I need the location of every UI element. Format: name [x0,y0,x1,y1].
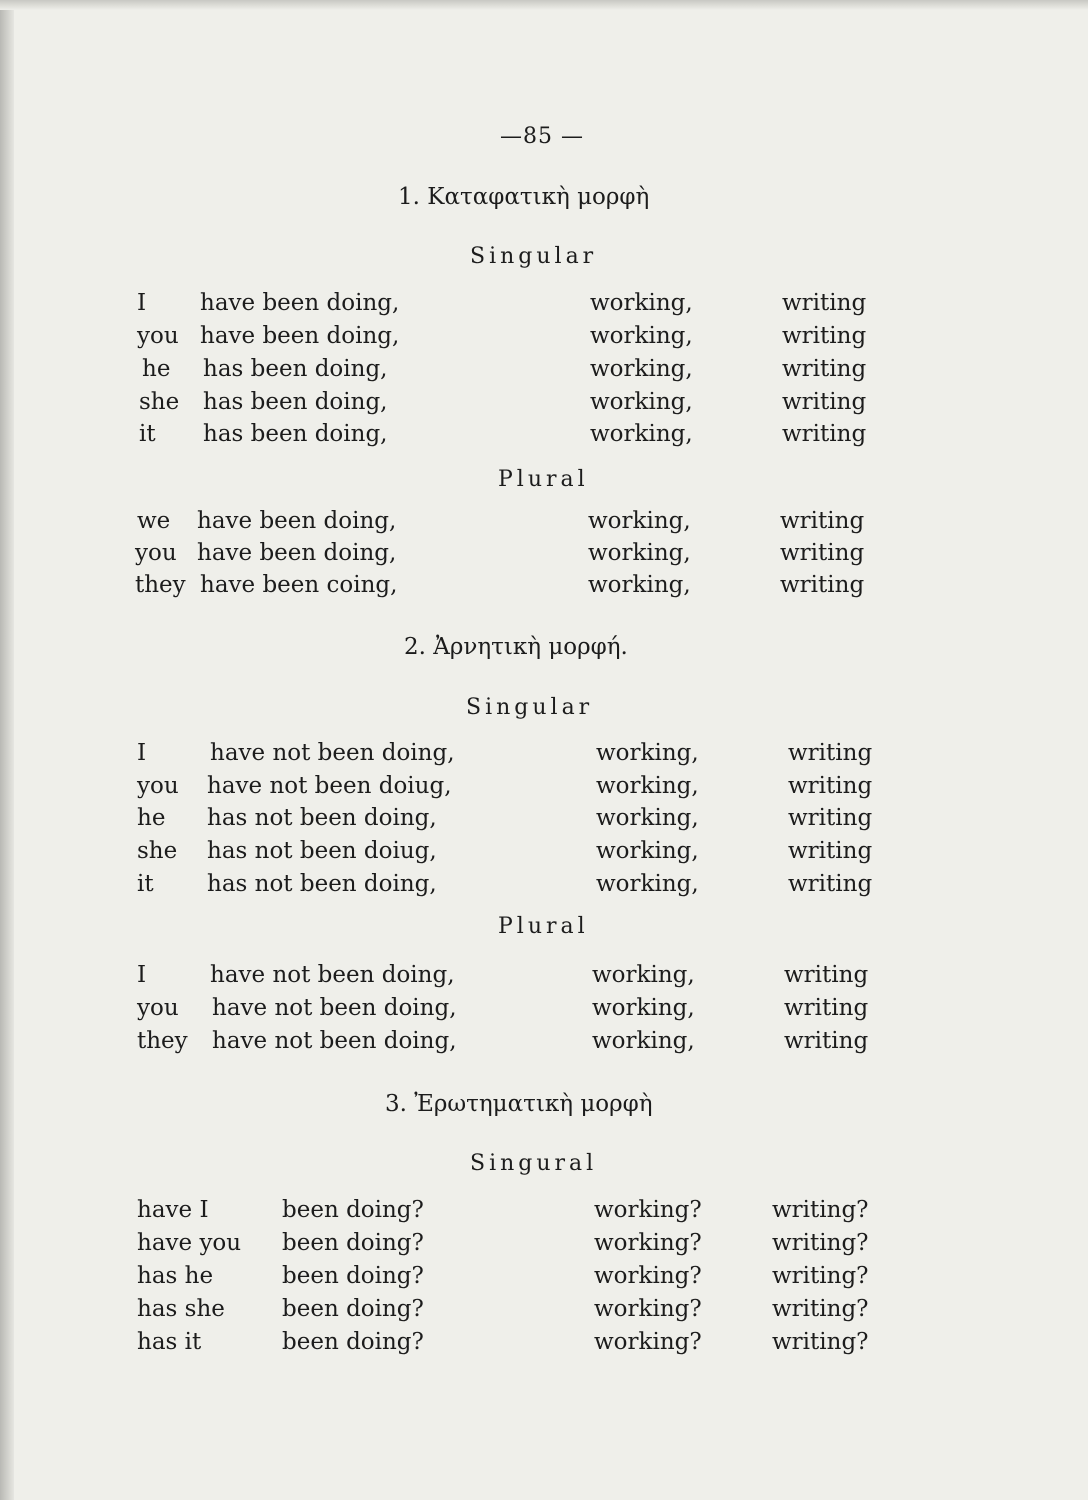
subheading-plural: Plural [498,467,589,492]
working-cell: working, [588,508,691,534]
page-top-shadow [0,0,1088,10]
subheading-singular: Singular [470,244,598,269]
verb-phrase-cell: has been doing, [203,389,388,415]
writing-cell: writing? [772,1329,869,1355]
writing-cell: writing [780,540,865,566]
pronoun-cell: it [137,871,154,897]
verb-phrase-cell: been doing? [282,1263,424,1289]
writing-cell: writing [782,323,867,349]
verb-phrase-cell: have not been doing, [212,995,457,1021]
working-cell: working, [588,572,691,598]
verb-phrase-cell: have not been doing, [212,1028,457,1054]
pronoun-cell: we [137,508,171,534]
working-cell: working, [588,540,691,566]
writing-cell: writing [784,962,869,988]
table-row [0,835,1088,867]
table-row [0,320,1088,352]
writing-cell: writing [788,805,873,831]
table-row [0,802,1088,834]
writing-cell: writing [782,421,867,447]
pronoun-cell: I [137,740,147,766]
verb-phrase-cell: have not been doing, [210,740,455,766]
writing-cell: writing? [772,1197,869,1223]
pronoun-cell: have you [137,1230,242,1256]
writing-cell: writing [784,1028,869,1054]
working-cell: working, [590,323,693,349]
writing-cell: writing? [772,1263,869,1289]
table-row [0,770,1088,802]
pronoun-cell: have I [137,1197,209,1223]
verb-phrase-cell: has been doing, [203,356,388,382]
page-number: —85 — [500,124,584,149]
pronoun-cell: has it [137,1329,202,1355]
pronoun-cell: you [137,323,179,349]
table-row [0,1227,1088,1259]
verb-phrase-cell: been doing? [282,1329,424,1355]
writing-cell: writing [780,572,865,598]
table-row [0,418,1088,450]
pronoun-cell: he [142,356,171,382]
writing-cell: writing [782,356,867,382]
verb-phrase-cell: have been doing, [200,290,400,316]
writing-cell: writing [784,995,869,1021]
working-cell: working? [594,1197,702,1223]
verb-phrase-cell: have not been doiug, [207,773,452,799]
pronoun-cell: has he [137,1263,214,1289]
pronoun-cell: has she [137,1296,225,1322]
table-row [0,569,1088,601]
writing-cell: writing [788,871,873,897]
pronoun-cell: you [137,773,179,799]
pronoun-cell: I [137,962,147,988]
working-cell: working, [592,1028,695,1054]
working-cell: working, [596,838,699,864]
working-cell: working? [594,1263,702,1289]
working-cell: working, [596,773,699,799]
working-cell: working, [596,805,699,831]
working-cell: working, [590,389,693,415]
writing-cell: writing [788,838,873,864]
pronoun-cell: you [137,995,179,1021]
table-row [0,537,1088,569]
verb-phrase-cell: been doing? [282,1197,424,1223]
working-cell: working, [590,356,693,382]
pronoun-cell: she [137,838,178,864]
verb-phrase-cell: been doing? [282,1296,424,1322]
verb-phrase-cell: has been doing, [203,421,388,447]
working-cell: working, [592,995,695,1021]
working-cell: working, [596,740,699,766]
table-row [0,1194,1088,1226]
working-cell: working? [594,1329,702,1355]
working-cell: working? [594,1296,702,1322]
writing-cell: writing? [772,1296,869,1322]
working-cell: working, [596,871,699,897]
table-row [0,1293,1088,1325]
writing-cell: writing [782,389,867,415]
pronoun-cell: she [139,389,180,415]
verb-phrase-cell: have not been doing, [210,962,455,988]
pronoun-cell: it [139,421,156,447]
table-row [0,287,1088,319]
pronoun-cell: they [135,572,186,598]
writing-cell: writing [780,508,865,534]
verb-phrase-cell: has not been doiug, [207,838,437,864]
section-heading-negative: 2. Ἀρνητικὴ μορφή. [404,634,628,660]
pronoun-cell: they [137,1028,188,1054]
table-row [0,1260,1088,1292]
verb-phrase-cell: have been doing, [197,540,397,566]
table-row [0,1025,1088,1057]
verb-phrase-cell: has not been doing, [207,805,437,831]
working-cell: working, [590,421,693,447]
table-row [0,992,1088,1024]
writing-cell: writing [788,773,873,799]
section-heading-interrogative: 3. Ἐρωτηματικὴ μορφὴ [385,1091,653,1117]
writing-cell: writing [782,290,867,316]
writing-cell: writing [788,740,873,766]
verb-phrase-cell: been doing? [282,1230,424,1256]
verb-phrase-cell: has not been doing, [207,871,437,897]
pronoun-cell: he [137,805,166,831]
pronoun-cell: I [137,290,147,316]
section-heading-affirmative: 1. Καταφατικὴ μορφὴ [398,184,650,210]
verb-phrase-cell: have been coing, [200,572,398,598]
table-row [0,959,1088,991]
writing-cell: writing? [772,1230,869,1256]
subheading-singular: Singural [470,1151,598,1176]
working-cell: working? [594,1230,702,1256]
table-row [0,868,1088,900]
table-row [0,505,1088,537]
subheading-plural: Plural [498,914,589,939]
pronoun-cell: you [135,540,177,566]
working-cell: working, [590,290,693,316]
table-row [0,737,1088,769]
verb-phrase-cell: have been doing, [197,508,397,534]
table-row [0,1326,1088,1358]
subheading-singular: Singular [466,695,594,720]
verb-phrase-cell: have been doing, [200,323,400,349]
table-row [0,386,1088,418]
working-cell: working, [592,962,695,988]
table-row [0,353,1088,385]
